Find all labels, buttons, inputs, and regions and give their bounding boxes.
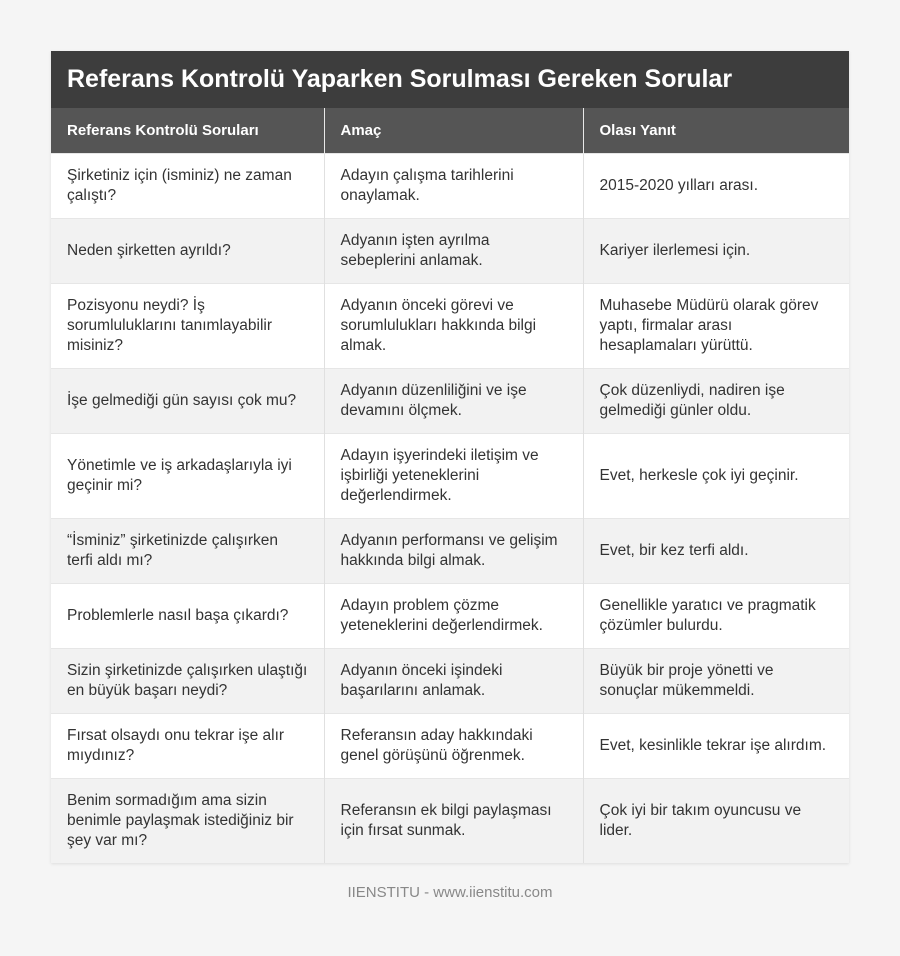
table-row xyxy=(51,648,849,713)
purpose-cell: Referansın aday hakkındaki genel görüşünü öğrenmek. xyxy=(324,713,583,778)
question-cell: “İsminiz” şirketinizde çalışırken terfi aldı mı? xyxy=(51,518,324,583)
purpose-cell: Adyanın düzenliliğini ve işe devamını ölçmek. xyxy=(324,368,583,433)
question-cell: Sizin şirketinizde çalışırken ulaştığı en büyük başarı neydi? xyxy=(51,648,324,713)
purpose-cell: Adayın işyerindeki iletişim ve işbirliği yeteneklerini değerlendirmek. xyxy=(324,433,583,518)
question-cell: Pozisyonu neydi? İş sorumluluklarını tanımlayabilir misiniz? xyxy=(51,283,324,368)
answer-cell: Kariyer ilerlemesi için. xyxy=(583,218,849,283)
table-row xyxy=(51,368,849,433)
answer-cell: Genellikle yaratıcı ve pragmatik çözümler bulurdu. xyxy=(583,583,849,648)
purpose-cell: Adyanın önceki görevi ve sorumlulukları hakkında bilgi almak. xyxy=(324,283,583,368)
answer-cell: Evet, bir kez terfi aldı. xyxy=(583,518,849,583)
answer-cell: 2015-2020 yılları arası. xyxy=(583,153,849,218)
answer-cell: Çok iyi bir takım oyuncusu ve lider. xyxy=(583,778,849,863)
purpose-cell: Adyanın performansı ve gelişim hakkında bilgi almak. xyxy=(324,518,583,583)
purpose-cell: Adyanın önceki işindeki başarılarını anlamak. xyxy=(324,648,583,713)
table-row xyxy=(51,583,849,648)
reference-questions-table xyxy=(51,108,849,863)
question-cell: Problemlerle nasıl başa çıkardı? xyxy=(51,583,324,648)
column-header-answer: Olası Yanıt xyxy=(599,121,676,139)
table-row xyxy=(51,218,849,283)
answer-cell: Evet, herkesle çok iyi geçinir. xyxy=(583,433,849,518)
answer-cell: Çok düzenliydi, nadiren işe gelmediği günler oldu. xyxy=(583,368,849,433)
table-row xyxy=(51,153,849,218)
table-title: Referans Kontrolü Yaparken Sorulması Gereken Sorular xyxy=(51,51,849,108)
purpose-cell: Adyanın işten ayrılma sebeplerini anlamak. xyxy=(324,218,583,283)
question-cell: Şirketiniz için (isminiz) ne zaman çalıştı? xyxy=(51,153,324,218)
answer-cell: Büyük bir proje yönetti ve sonuçlar mükemmeldi. xyxy=(583,648,849,713)
table-row xyxy=(51,713,849,778)
question-cell: Fırsat olsaydı onu tekrar işe alır mıydınız? xyxy=(51,713,324,778)
question-cell: Benim sormadığım ama sizin benimle paylaşmak istediğiniz bir şey var mı? xyxy=(51,778,324,863)
table-header-row xyxy=(51,108,849,153)
reference-check-table-card xyxy=(51,51,849,863)
question-cell: Neden şirketten ayrıldı? xyxy=(51,218,324,283)
column-header-purpose: Amaç xyxy=(324,108,583,153)
table-row xyxy=(51,433,849,518)
purpose-cell: Adayın problem çözme yeteneklerini değerlendirmek. xyxy=(324,583,583,648)
purpose-cell: Adayın çalışma tarihlerini onaylamak. xyxy=(324,153,583,218)
answer-cell: Evet, kesinlikle tekrar işe alırdım. xyxy=(583,713,849,778)
purpose-cell: Referansın ek bilgi paylaşması için fırsat sunmak. xyxy=(324,778,583,863)
table-row xyxy=(51,518,849,583)
answer-cell: Muhasebe Müdürü olarak görev yaptı, firmalar arası hesaplamaları yürüttü. xyxy=(583,283,849,368)
table-row xyxy=(51,778,849,863)
question-cell: Yönetimle ve iş arkadaşlarıyla iyi geçinir mi? xyxy=(51,433,324,518)
table-row xyxy=(51,283,849,368)
footer-credit: IIENSTITU - www.iienstitu.com xyxy=(347,884,553,901)
question-cell: İşe gelmediği gün sayısı çok mu? xyxy=(51,368,324,433)
column-header-questions: Referans Kontrolü Soruları xyxy=(51,108,324,153)
